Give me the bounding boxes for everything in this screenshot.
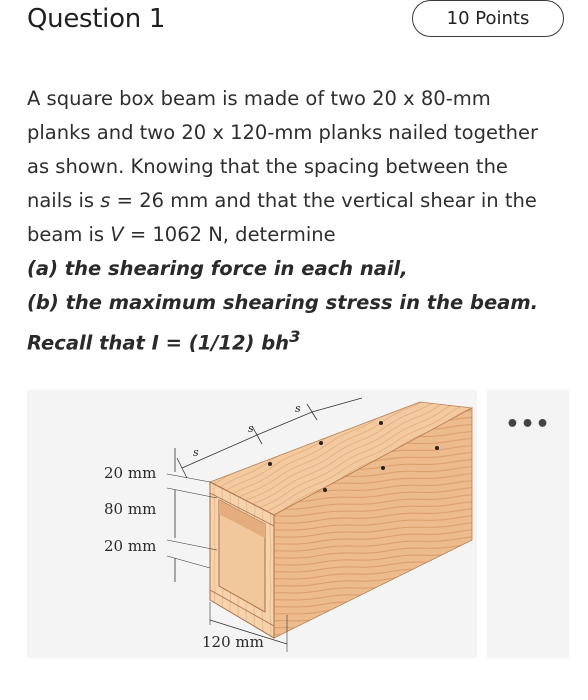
spacing-line <box>312 398 362 412</box>
prompt-line <box>27 218 572 252</box>
nail <box>319 441 323 445</box>
dim-ext <box>167 556 210 568</box>
recall-formula <box>27 320 572 361</box>
spacing-label: s <box>295 402 301 415</box>
question-title: Question 1 <box>27 4 166 34</box>
prompt-line: planks and two 20 x 120-mm planks nailed together <box>27 121 538 144</box>
question-prompt <box>27 82 572 361</box>
variable-v: V <box>110 223 124 246</box>
nail <box>268 462 272 466</box>
part-b: (b) the maximum shearing stress in the beam. <box>27 291 539 314</box>
recall-exponent: 3 <box>289 327 301 346</box>
prompt-text: = 1062 N, determine <box>123 223 336 246</box>
nail <box>323 488 327 492</box>
dim-top-label: 20 mm <box>104 464 157 482</box>
spacing-label: s <box>193 446 199 459</box>
prompt-text: = 26 mm and that the vertical shear in the <box>110 189 537 212</box>
recall-text: Recall that I = (1/12) bh <box>27 331 290 355</box>
dim-mid-label: 80 mm <box>104 500 157 518</box>
nail <box>379 421 383 425</box>
part-a: (a) the shearing force in each nail, <box>27 257 408 280</box>
spacing-tick <box>177 458 187 478</box>
prompt-text: beam is <box>27 223 111 246</box>
spacing-label: s <box>248 422 254 435</box>
spacing-tick <box>307 404 317 420</box>
prompt-line: A square box beam is made of two 20 x 80-mm <box>27 87 491 110</box>
variable-s: s <box>100 189 111 212</box>
spacing-line <box>257 412 312 435</box>
points-badge: 10 Points <box>412 0 564 37</box>
prompt-line <box>27 184 572 218</box>
dim-bot-label: 20 mm <box>104 537 157 555</box>
dim-width-label: 120 mm <box>202 633 264 651</box>
nail <box>435 446 439 450</box>
prompt-text: nails is <box>27 189 101 212</box>
nail <box>381 466 385 470</box>
dim-ext <box>167 474 210 482</box>
prompt-line: as shown. Knowing that the spacing between the <box>27 155 508 178</box>
box-beam-figure <box>27 390 477 658</box>
box-beam-diagram <box>27 390 477 658</box>
more-options-button[interactable] <box>487 390 569 658</box>
ellipsis-icon: ••• <box>505 412 551 437</box>
